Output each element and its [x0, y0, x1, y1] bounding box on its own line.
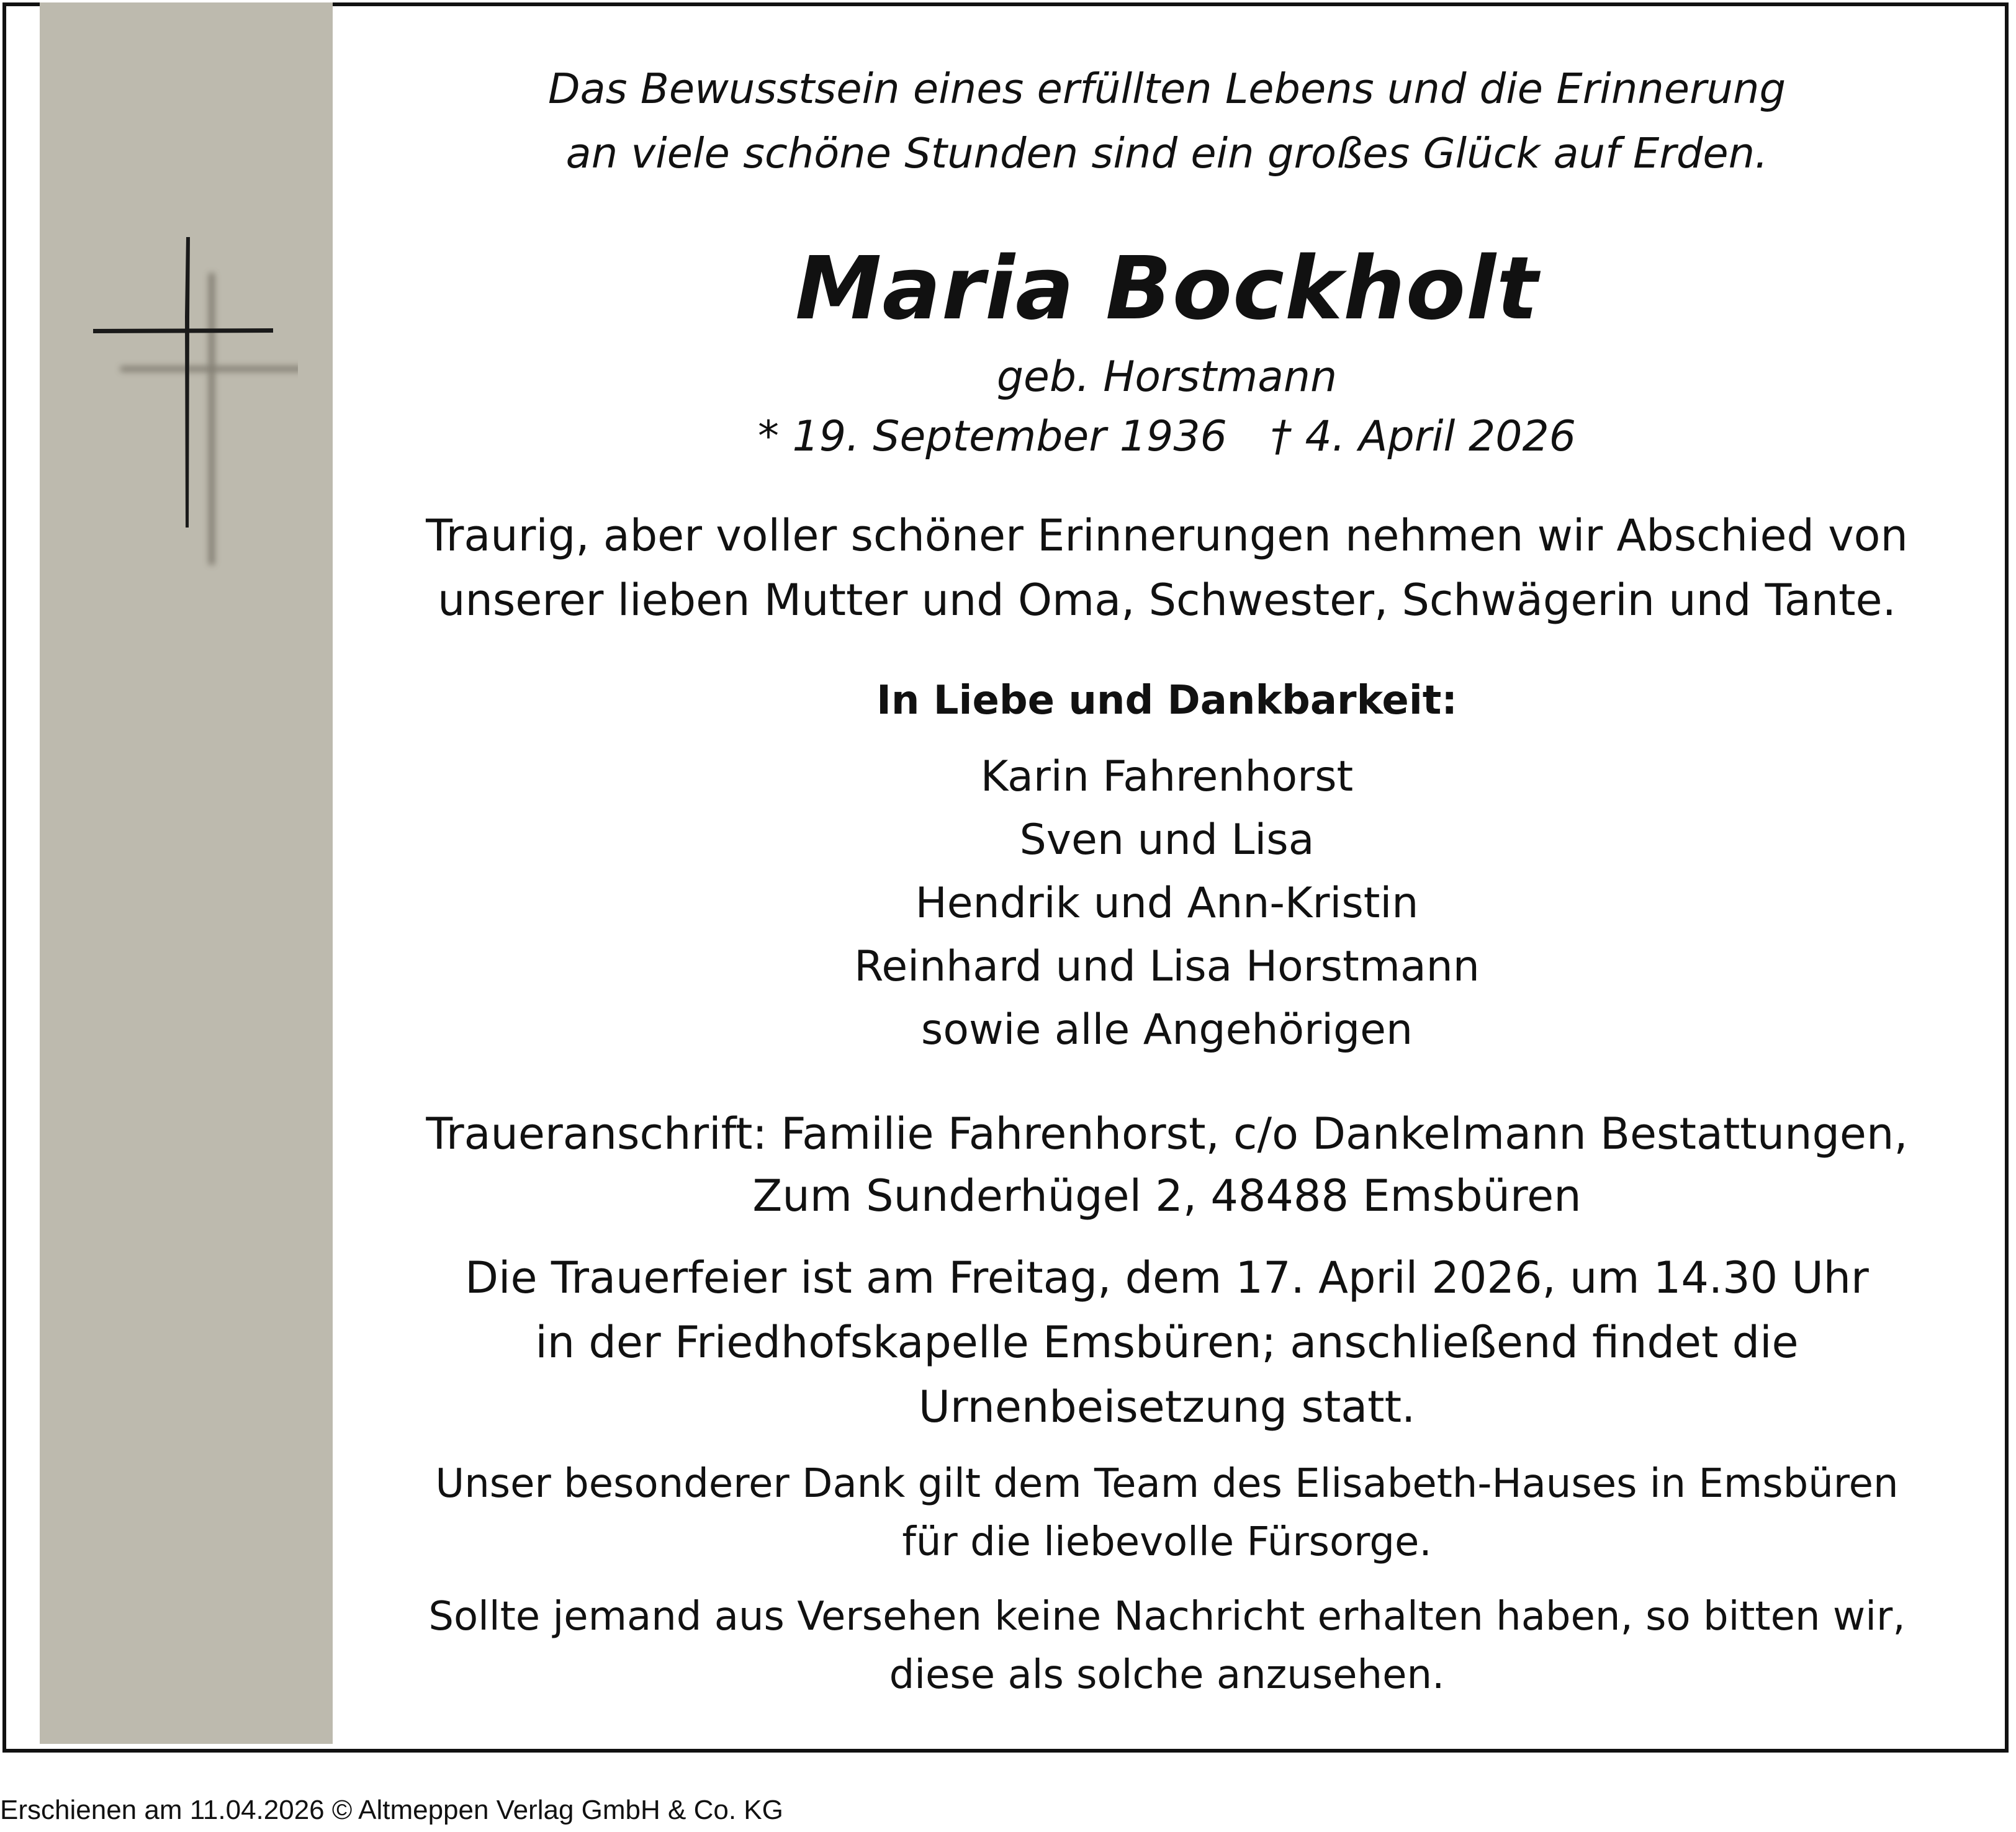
- mourner-name: sowie alle Angehörigen: [920, 1005, 1413, 1054]
- cross-icon: [87, 230, 298, 577]
- notice-line-1: Sollte jemand aus Versehen keine Nachricht erhalten haben, so bitten wir,: [428, 1594, 1906, 1640]
- deceased-name: Maria Bockholt: [795, 238, 1539, 339]
- maiden-name: geb. Horstmann: [996, 352, 1338, 402]
- notice-line-2: diese als solche anzusehen.: [889, 1652, 1445, 1698]
- ceremony-line-1: Die Trauerfeier ist am Freitag, dem 17. April 2026, um 14.30 Uhr: [465, 1252, 1869, 1303]
- ceremony-line-3: Urnenbeisetzung statt.: [918, 1381, 1416, 1432]
- ceremony-line-2: in der Friedhofskapelle Emsbüren; anschließend findet die: [535, 1317, 1799, 1368]
- mourners-heading: In Liebe und Dankbarkeit:: [876, 678, 1457, 724]
- message-line-2: unserer lieben Mutter und Oma, Schwester, Schwägerin und Tante.: [438, 575, 1896, 626]
- mourner-name: Reinhard und Lisa Horstmann: [854, 942, 1480, 991]
- thanks-line-2: für die liebevolle Fürsorge.: [902, 1519, 1432, 1565]
- birth-date: * 19. September 1936: [757, 412, 1227, 461]
- life-dates: [348, 412, 1986, 461]
- mourner-name: Hendrik und Ann-Kristin: [915, 879, 1419, 928]
- message-line-1: Traurig, aber voller schöner Erinnerungen nehmen wir Abschied von: [426, 510, 1908, 561]
- motto-line-1: Das Bewusstsein eines erfüllten Lebens und die Erinnerung: [548, 65, 1786, 113]
- motto-line-2: an viele schöne Stunden sind ein großes Glück auf Erden.: [565, 129, 1768, 177]
- death-date: † 4. April 2026: [1270, 412, 1577, 461]
- thanks-line-1: Unser besonderer Dank gilt dem Team des Elisabeth-Hauses in Emsbüren: [435, 1461, 1899, 1507]
- mourner-name: Karin Fahrenhorst: [980, 752, 1354, 801]
- mourner-name: Sven und Lisa: [1019, 815, 1315, 864]
- publication-footer: Erschienen am 11.04.2026 © Altmeppen Verlag GmbH & Co. KG: [0, 1795, 783, 1825]
- address-line-2: Zum Sunderhügel 2, 48488 Emsbüren: [752, 1170, 1582, 1221]
- address-line-1: Traueranschrift: Familie Fahrenhorst, c/o Dankelmann Bestattungen,: [426, 1108, 1908, 1159]
